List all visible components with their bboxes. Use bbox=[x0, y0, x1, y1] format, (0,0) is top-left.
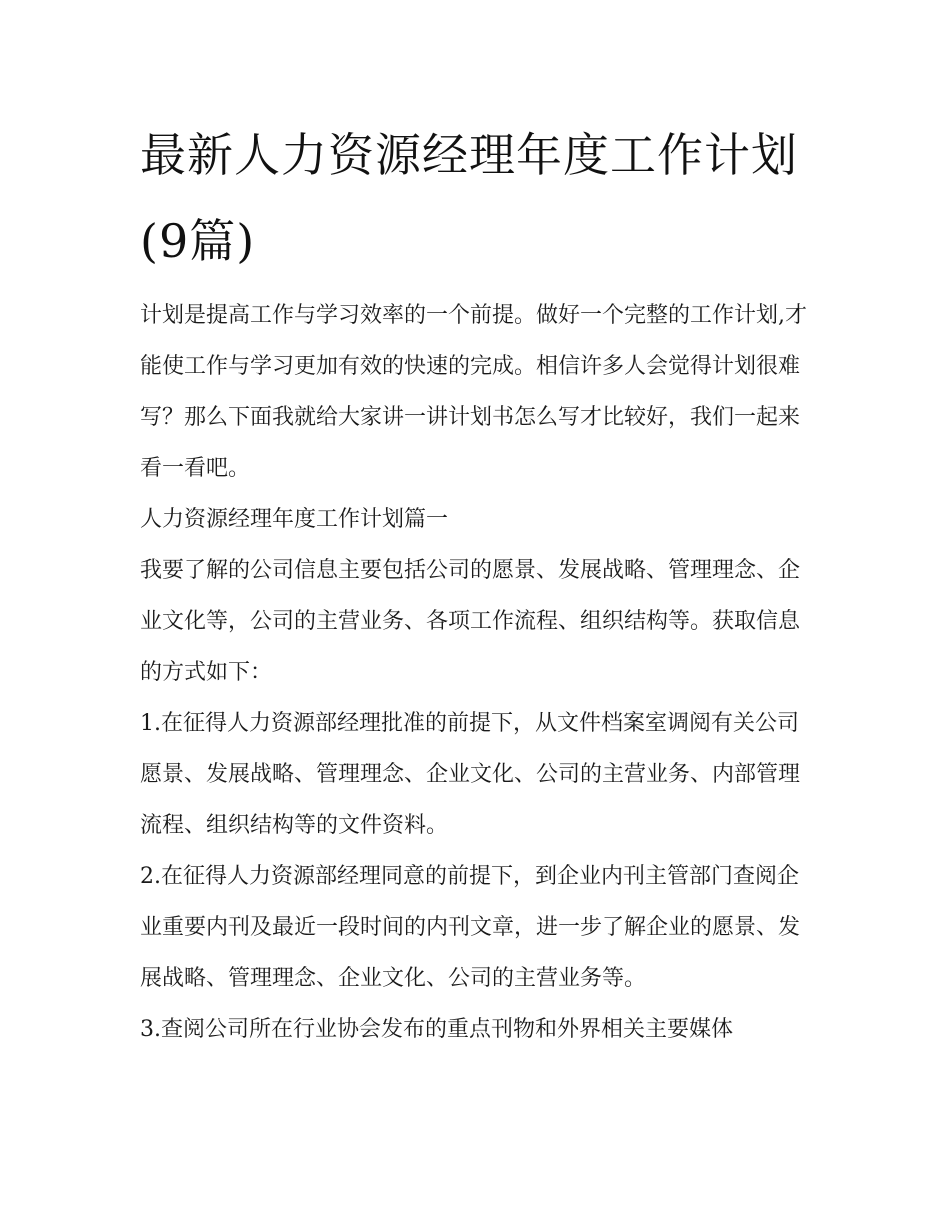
intro-paragraph: 计划是提高工作与学习效率的一个前提。做好一个完整的工作计划,才能使工作与学习更加有效的快速的完成。相信许多人会觉得计划很难写？那么下面我就给大家讲一讲计划书怎么写才比较好，我们一起来看一看吧。 bbox=[140, 303, 807, 481]
section-heading: 人力资源经理年度工作计划篇一 bbox=[140, 507, 449, 532]
list-item-1: 1.在征得人力资源部经理批准的前提下，从文件档案室调阅有关公司愿景、发展战略、管理理念、企业文化、公司的主营业务、内部管理流程、组织结构等的文件资料。 bbox=[140, 711, 801, 838]
list-item-3: 3.查阅公司所在行业协会发布的重点刊物和外界相关主要媒体 bbox=[140, 1017, 733, 1042]
document-body bbox=[140, 112, 812, 1055]
body-paragraph: 我要了解的公司信息主要包括公司的愿景、发展战略、管理理念、企业文化等，公司的主营业务、各项工作流程、组织结构等。获取信息的方式如下： bbox=[140, 558, 801, 685]
document-title: 最新人力资源经理年度工作计划(9篇) bbox=[140, 128, 798, 268]
list-item-2: 2.在征得人力资源部经理同意的前提下，到企业内刊主管部门查阅企业重要内刊及最近一段时间的内刊文章，进一步了解企业的愿景、发展战略、管理理念、企业文化、公司的主营业务等。 bbox=[140, 864, 801, 991]
